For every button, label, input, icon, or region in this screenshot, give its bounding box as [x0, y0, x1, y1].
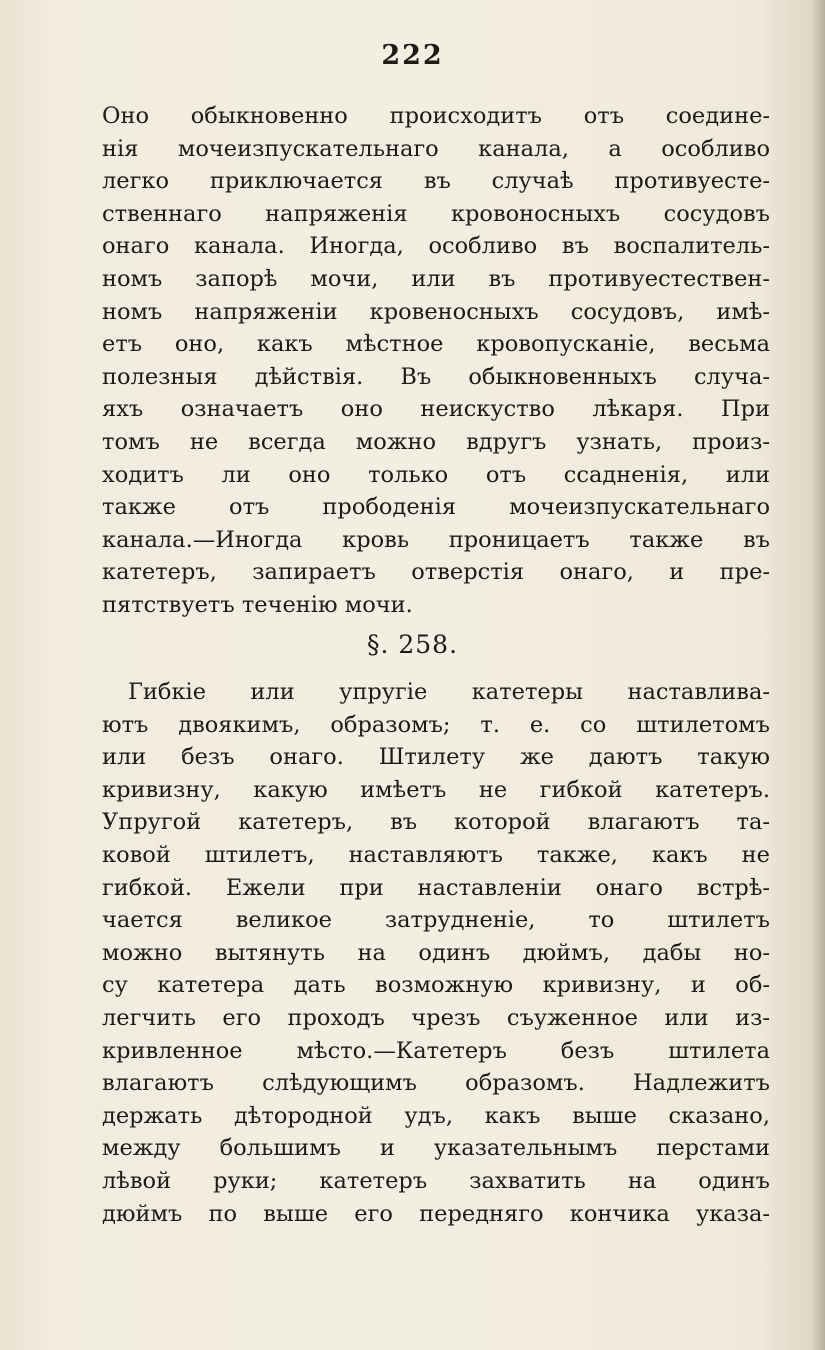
- paragraph-1: [102, 100, 770, 622]
- text-line: Гибкіе или упругіе катетеры наставлива-: [128, 679, 770, 705]
- text-line: или безъ онаго. Штилету же даютъ такую: [102, 744, 770, 771]
- page-number: 222: [381, 40, 444, 71]
- text-line: между большимъ и указательнымъ перстами: [102, 1135, 770, 1162]
- text-line: полезныя дѣйствія. Въ обыкновенныхъ случа-: [102, 363, 770, 390]
- paragraph-2: [102, 676, 770, 1230]
- text-line: ютъ двоякимъ, образомъ; т. е. со штилетомъ: [102, 711, 770, 738]
- page-edge-shadow: [811, 0, 825, 1350]
- text-line: Упругой катетеръ, въ которой влагаютъ та-: [102, 809, 770, 836]
- text-line: номъ напряженіи кровеносныхъ сосудовъ, имѣ-: [102, 298, 770, 325]
- text-line: легко приключается въ случаѣ противуесте-: [102, 168, 770, 195]
- section-heading: §. 258.: [366, 630, 459, 659]
- text-line: также отъ прободенія мочеизпускательнаго: [102, 494, 770, 521]
- text-line: чается великое затрудненіе, то штилетъ: [102, 907, 770, 934]
- text-line: номъ запорѣ мочи, или въ противуестествен-: [102, 265, 770, 292]
- text-line: нія мочеизпускательнаго канала, а особливо: [102, 135, 770, 162]
- text-line: лѣвой руки; катетеръ захватить на одинъ: [102, 1167, 770, 1194]
- text-line: ковой штилетъ, наставляютъ также, какъ не: [102, 841, 770, 868]
- text-line: кривленное мѣсто.—Катетеръ безъ штилета: [102, 1037, 770, 1064]
- text-line: гибкой. Ежели при наставленіи онаго встрѣ-: [102, 874, 770, 901]
- text-line: ственнаго напряженія кровоносныхъ сосудовъ: [102, 200, 770, 227]
- text-line: легчить его проходъ чрезъ съуженное или из-: [102, 1004, 770, 1031]
- text-line: можно вытянуть на одинъ дюймъ, дабы но-: [102, 939, 770, 966]
- text-line: томъ не всегда можно вдругъ узнать, произ-: [102, 428, 770, 455]
- text-line: су катетера дать возможную кривизну, и об-: [102, 972, 770, 999]
- text-line: етъ оно, какъ мѣстное кровопусканіе, весьма: [102, 331, 770, 358]
- text-line: держать дѣтородной удъ, какъ выше сказано,: [102, 1102, 770, 1129]
- text-line: влагаютъ слѣдующимъ образомъ. Надлежитъ: [102, 1070, 770, 1097]
- text-line: яхъ означаетъ оно неискуство лѣкаря. При: [102, 396, 770, 423]
- text-line: пятствуетъ теченію мочи.: [102, 591, 413, 618]
- text-line: катетеръ, запираетъ отверстія онаго, и пре-: [102, 559, 770, 586]
- text-line: дюймъ по выше его передняго кончика указа-: [102, 1200, 770, 1227]
- text-line: ходитъ ли оно только отъ ссадненія, или: [102, 461, 770, 488]
- text-line: кривизну, какую имѣетъ не гибкой катетеръ.: [102, 776, 770, 803]
- text-line: канала.—Иногда кровь проницаетъ также въ: [102, 526, 770, 553]
- text-line: Оно обыкновенно происходитъ отъ соедине-: [102, 103, 770, 129]
- text-line: онаго канала. Иногда, особливо въ воспалитель-: [102, 233, 770, 260]
